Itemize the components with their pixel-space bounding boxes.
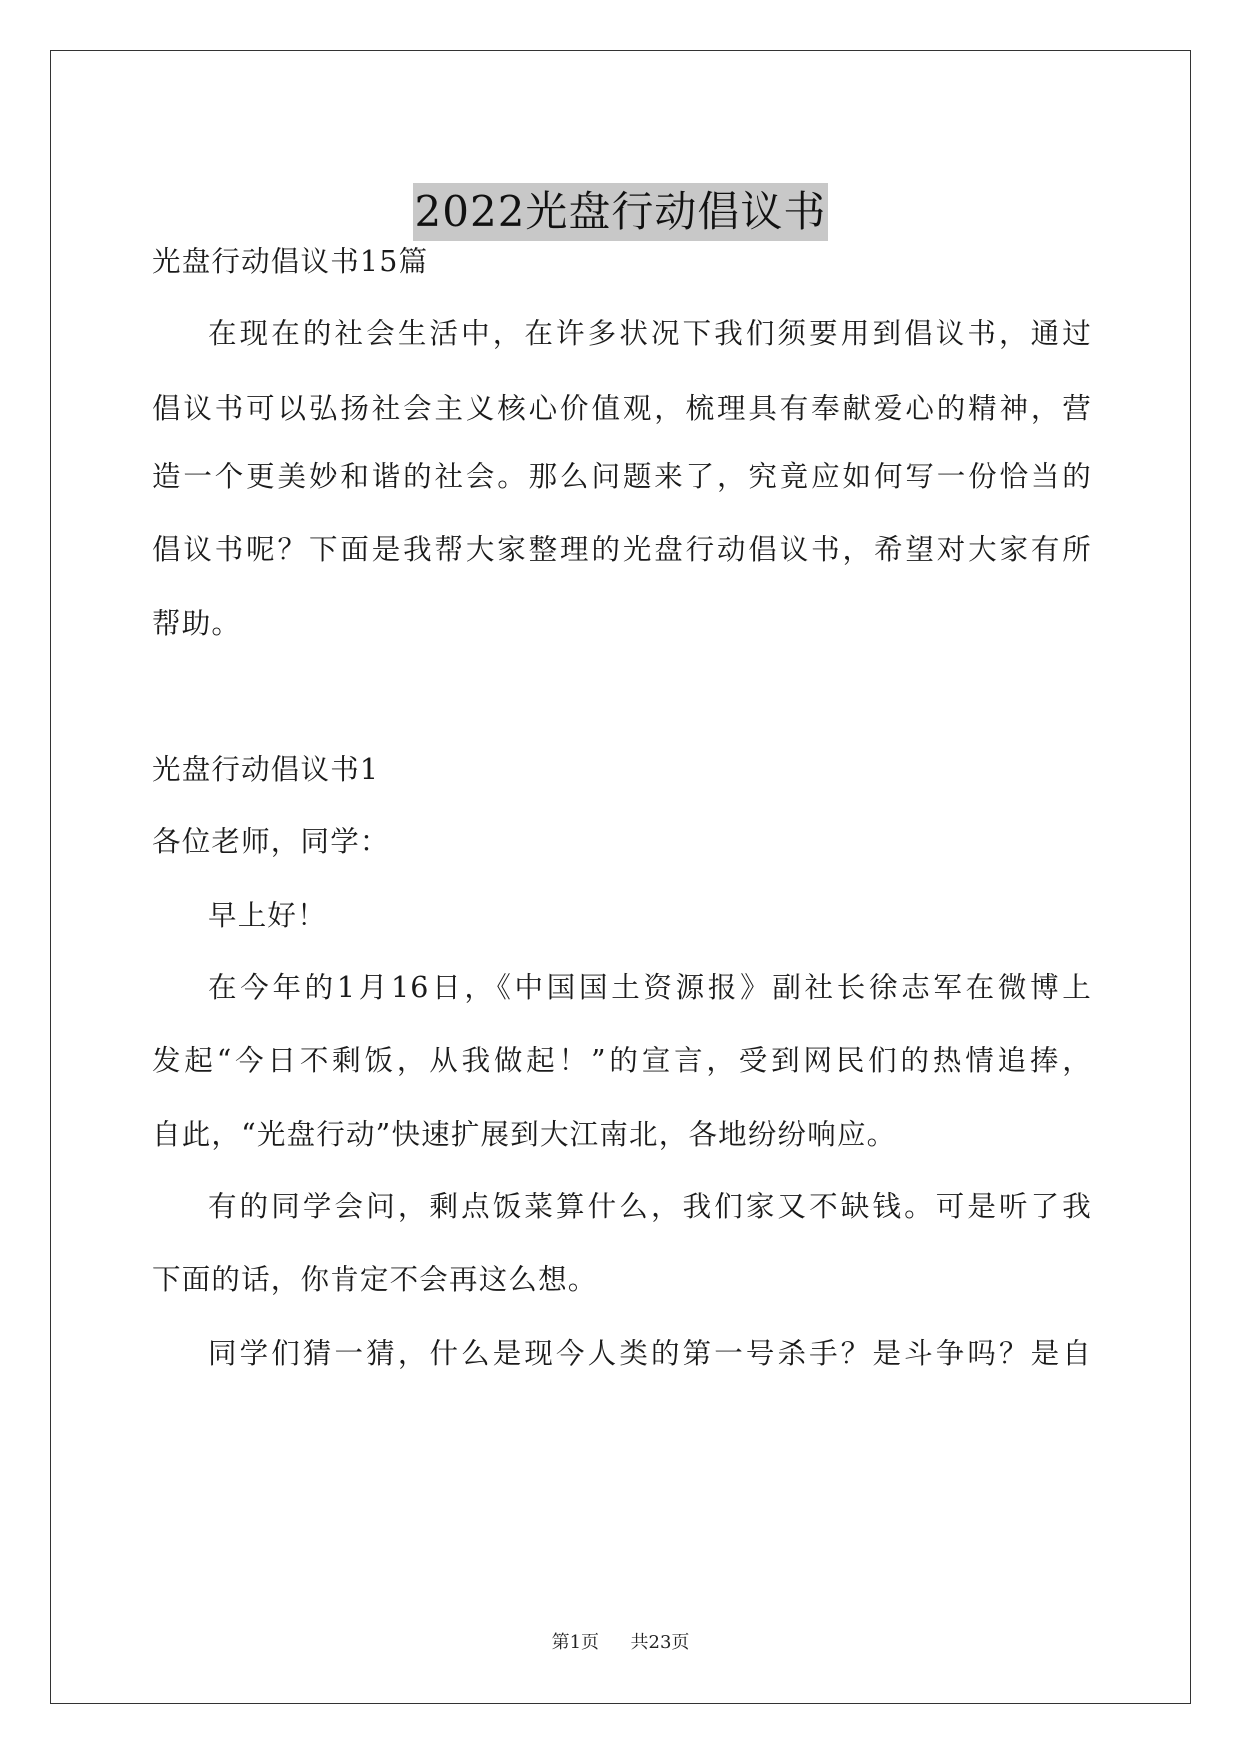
document-subtitle: 光盘行动倡议书15篇 [152,245,429,278]
body-line: 自此，“光盘行动”快速扩展到大江南北，各地纷纷响应。 [152,1118,897,1151]
intro-line: 造一个更美妙和谐的社会。那么问题来了，究竟应如何写一份恰当的 [152,460,1092,493]
intro-line: 倡议书呢？下面是我帮大家整理的光盘行动倡议书，希望对大家有所 [152,533,1092,566]
body-line: 下面的话，你肯定不会再这么想。 [152,1263,598,1296]
page-footer [0,1628,1241,1654]
body-line: 发起“今日不剩饭，从我做起！”的宣言，受到网民们的热情追捧， [152,1044,1092,1077]
intro-line: 帮助。 [152,607,242,640]
greeting: 早上好！ [208,899,327,932]
section-heading: 光盘行动倡议书1 [152,753,380,786]
document-title: 2022光盘行动倡议书 [413,183,829,241]
body-line: 同学们猜一猜，什么是现今人类的第一号杀手？是斗争吗？是自 [208,1337,1092,1370]
intro-line: 在现在的社会生活中，在许多状况下我们须要用到倡议书，通过 [208,317,1092,350]
body-line: 有的同学会问，剩点饭菜算什么，我们家又不缺钱。可是听了我 [208,1190,1092,1223]
page-number: 第1页 [551,1632,600,1653]
body-line: 在今年的1月16日，《中国国土资源报》副社长徐志军在微博上 [208,971,1092,1004]
intro-line: 倡议书可以弘扬社会主义核心价值观，梳理具有奉献爱心的精神，营 [152,392,1092,425]
salutation: 各位老师，同学： [152,825,390,858]
page-border [50,50,1191,1704]
page-total: 共23页 [630,1632,690,1653]
